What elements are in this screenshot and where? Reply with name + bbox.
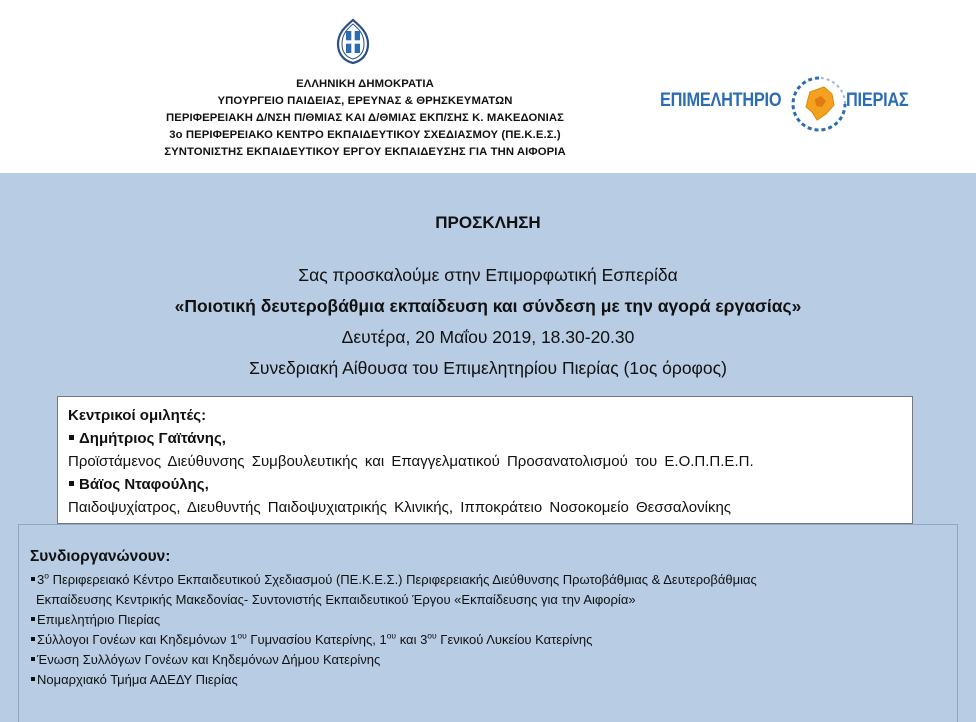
logo-text-right: ΠΙΕΡΙΑΣ — [846, 90, 909, 111]
square-bullet-icon — [31, 617, 35, 621]
event-title: «Ποιοτική δευτεροβάθμια εκπαίδευση και σύνδεση με την αγορά εργασίας» — [174, 296, 802, 316]
keynote-speakers-box — [57, 396, 913, 524]
square-bullet-icon — [69, 481, 74, 486]
square-bullet-icon — [31, 657, 35, 661]
invitation-heading: ΠΡΟΣΚΛΗΣΗ — [435, 213, 541, 232]
square-bullet-icon — [31, 577, 35, 581]
header-line: ΕΛΛΗΝΙΚΗ ΔΗΜΟΚΡΑΤΙΑ — [296, 78, 434, 90]
speakers-heading: Κεντρικοί ομιλητές: — [68, 407, 207, 424]
organizer-item: Επιμελητήριο Πιερίας — [30, 610, 757, 630]
organizer-item: Ένωση Συλλόγων Γονέων και Κηδεμόνων Δήμου Κατερίνης — [30, 650, 757, 670]
speaker-name-row — [68, 427, 902, 450]
header-line: ΣΥΝΤΟΝΙΣΤΗΣ ΕΚΠΑΙΔΕΥΤΙΚΟΥ ΕΡΓΟΥ ΕΚΠΑΙΔΕΥΣΗΣ ΓΙΑ ΤΗΝ ΑΙΦΟΡΙΑ — [164, 146, 566, 158]
organizers-list — [30, 570, 757, 690]
square-bullet-icon — [69, 435, 74, 440]
organizer-item: $3^o$ Περιφερειακό Κέντρο Εκπαιδευτικού Σχεδιασμού (ΠΕ.Κ.Ε.Σ.) Περιφερειακής Διεύθυνσης Πρωτοβάθμιας & Δευτεροβάθμιας — [30, 570, 757, 590]
invitation-intro: Σας προσκαλούμε στην Επιμορφωτική Εσπερίδα — [298, 265, 678, 285]
logo-text-left: ΕΠΙΜΕΛΗΤΗΡΙΟ — [660, 90, 782, 111]
letterhead — [0, 0, 976, 173]
organizer-item: Σύλλογοι Γονέων και Κηδεμόνων $1^{o\upsilon}$ Γυμνασίου Κατερίνης, $1^{o\upsilon}$ και $3^{o\upsilon}$ Γενικού Λυκείου Κατερίνης — [30, 630, 757, 650]
greek-coat-of-arms-icon — [333, 17, 373, 65]
event-venue: Συνεδριακή Αίθουσα του Επιμελητηρίου Πιερίας (1ος όροφος) — [249, 358, 727, 378]
speaker-role: Προϊστάμενος Διεύθυνσης Συμβουλευτικής και Επαγγελματικού Προσανατολισμού του Ε.Ο.Π.Π.Ε.Π. — [68, 453, 754, 470]
event-date: Δευτέρα, 20 Μαΐου 2019, 18.30-20.30 — [341, 327, 635, 347]
square-bullet-icon — [31, 637, 35, 641]
organizer-item-continued: Εκπαίδευσης Κεντρικής Μακεδονίας- Συντονιστής Εκπαιδευτικού Έργου «Εκπαίδευσης για την Αιφορία» — [36, 592, 636, 607]
organizer-item: Νομαρχιακό Τμήμα ΑΔΕΔΥ Πιερίας — [30, 670, 757, 690]
header-line: 3ο ΠΕΡΙΦΕΡΕΙΑΚΟ ΚΕΝΤΡΟ ΕΚΠΑΙΔΕΥΤΙΚΟΥ ΣΧΕΔΙΑΣΜΟΥ (ΠΕ.Κ.Ε.Σ.) — [169, 129, 561, 141]
header-line: ΠΕΡΙΦΕΡΕΙΑΚΗ Δ/ΝΣΗ Π/ΘΜΙΑΣ ΚΑΙ Δ/ΘΜΙΑΣ ΕΚΠ/ΣΗΣ Κ. ΜΑΚΕΔΟΝΙΑΣ — [165, 112, 564, 124]
chamber-of-pieria-logo — [660, 74, 960, 134]
issuing-authority — [110, 76, 620, 161]
speaker-role: Παιδοψυχίατρος, Διευθυντής Παιδοψυχιατρικής Κλινικής, Ιπποκράτειο Νοσοκομείο Θεσσαλονίκης — [68, 499, 732, 516]
speaker-name: Δημήτριος Γαϊτάνης, — [79, 430, 226, 447]
organizers-heading: Συνδιοργανώνουν: — [30, 548, 171, 565]
chamber-emblem-icon — [788, 74, 850, 134]
speaker-name: Βάϊος Νταφούλης, — [79, 476, 209, 493]
square-bullet-icon — [31, 677, 35, 681]
header-line: ΥΠΟΥΡΓΕΙΟ ΠΑΙΔΕΙΑΣ, ΕΡΕΥΝΑΣ & ΘΡΗΣΚΕΥΜΑΤΩΝ — [217, 95, 513, 107]
speaker-name-row — [68, 473, 902, 496]
